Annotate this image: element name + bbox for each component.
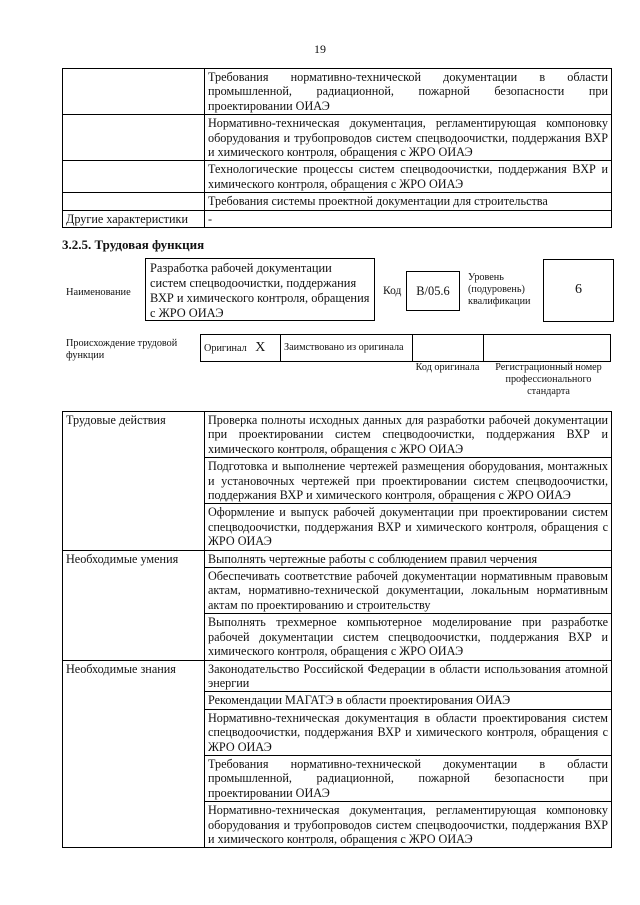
qualification-level-box: 6 <box>543 259 614 322</box>
function-name-box: Разработка рабочей документации систем спецводоочистки, поддержания ВХР и химического контроля, обращения с ЖРО ОИАЭ <box>145 258 375 321</box>
section-title: 3.2.5. Трудовая функция <box>62 237 205 252</box>
table-row <box>63 193 612 210</box>
origin-table <box>200 334 611 362</box>
original-mark: X <box>255 339 266 355</box>
knowledge-item: Нормативно-техническая документация, регламентирующая компоновку оборудования и трубопроводов систем спецводоочистки, поддержания ВХР и химического контроля, обращения с ЖРО ОИАЭ <box>205 802 612 848</box>
knowledge-item: Нормативно-техническая документация в области проектирования систем спецводоочистки, поддержания ВХР и химического контроля, обращения с ЖРО ОИАЭ <box>205 709 612 755</box>
table-row <box>201 335 611 362</box>
code-label: Код <box>383 285 402 297</box>
row-label <box>63 69 205 115</box>
original-cell <box>201 335 281 362</box>
registration-caption: Регистрационный номер профессионального стандарта <box>495 362 602 397</box>
skills-label: Необходимые умения <box>63 550 205 660</box>
skill-item: Выполнять чертежные работы с соблюдением правил черчения <box>205 550 612 567</box>
row-text: Требования системы проектной документации для строительства <box>205 193 612 210</box>
row-text: Нормативно-техническая документация, регламентирующая компоновку оборудования и трубопроводов систем спецводоочистки, поддержания ВХР и химического контроля, обращения с ЖРО ОИАЭ <box>205 115 612 161</box>
table-row <box>63 161 612 193</box>
table-row <box>63 210 612 227</box>
registration-number-cell <box>484 335 611 362</box>
knowledge-label: Необходимые знания <box>63 660 205 848</box>
page-number: 19 <box>314 42 326 56</box>
table-row <box>63 115 612 161</box>
knowledge-item: Рекомендации МАГАТЭ в области проектирования ОИАЭ <box>205 692 612 709</box>
actions-label: Трудовые действия <box>63 412 205 551</box>
table-row <box>63 660 612 692</box>
borrowed-label: Заимствовано из оригинала <box>281 335 413 362</box>
knowledge-item: Требования нормативно-технической документации в области промышленной, радиационной, пожарной безопасности при проектировании ОИАЭ <box>205 755 612 801</box>
name-label: Наименование <box>66 287 131 298</box>
table-row <box>63 550 612 567</box>
knowledge-item: Законодательство Российской Федерации в области использования атомной энергии <box>205 660 612 692</box>
other-characteristics-value: - <box>205 210 612 227</box>
row-label <box>63 161 205 193</box>
function-code-box: B/05.6 <box>406 271 460 311</box>
original-label: Оригинал <box>204 342 247 354</box>
original-code-cell <box>413 335 484 362</box>
table-row <box>63 69 612 115</box>
skill-item: Выполнять трехмерное компьютерное моделирование при разработке рабочей документации систем спецводоочистки, поддержания ВХР и химического контроля, обращения с ЖРО ОИАЭ <box>205 614 612 660</box>
code-caption: Код оригинала <box>415 362 480 373</box>
action-item: Проверка полноты исходных данных для разработки рабочей документации при проектировании систем спецводоочистки, поддержания ВХР и химического контроля, обращения с ЖРО ОИАЭ <box>205 412 612 458</box>
function-details-table <box>62 411 612 848</box>
knowledge-continuation-table <box>62 68 612 228</box>
row-text: Технологические процессы систем спецводоочистки, поддержания ВХР и химического контроля, обращения с ЖРО ОИАЭ <box>205 161 612 193</box>
table-row <box>63 412 612 458</box>
other-characteristics-label: Другие характеристики <box>63 210 205 227</box>
origin-label: Происхождение трудовой функции <box>66 338 178 361</box>
row-label <box>63 115 205 161</box>
action-item: Оформление и выпуск рабочей документации при проектировании систем спецводоочистки, поддержания ВХР и химического контроля, обращения с ЖРО ОИАЭ <box>205 504 612 550</box>
row-text: Требования нормативно-технической документации в области промышленной, радиационной, пожарной безопасности при проектировании ОИАЭ <box>205 69 612 115</box>
action-item: Подготовка и выполнение чертежей размещения оборудования, монтажных и установочных чертежей при проектировании систем спецводоочистки, поддержания ВХР и химического контроля, обращения с ЖРО ОИАЭ <box>205 458 612 504</box>
row-label <box>63 193 205 210</box>
level-label: Уровень (подуровень) квалификации <box>468 272 531 307</box>
skill-item: Обеспечивать соответствие рабочей документации нормативным правовым актам, нормативно-технической документации, локальным нормативным актам по проектированию и строительству <box>205 568 612 614</box>
